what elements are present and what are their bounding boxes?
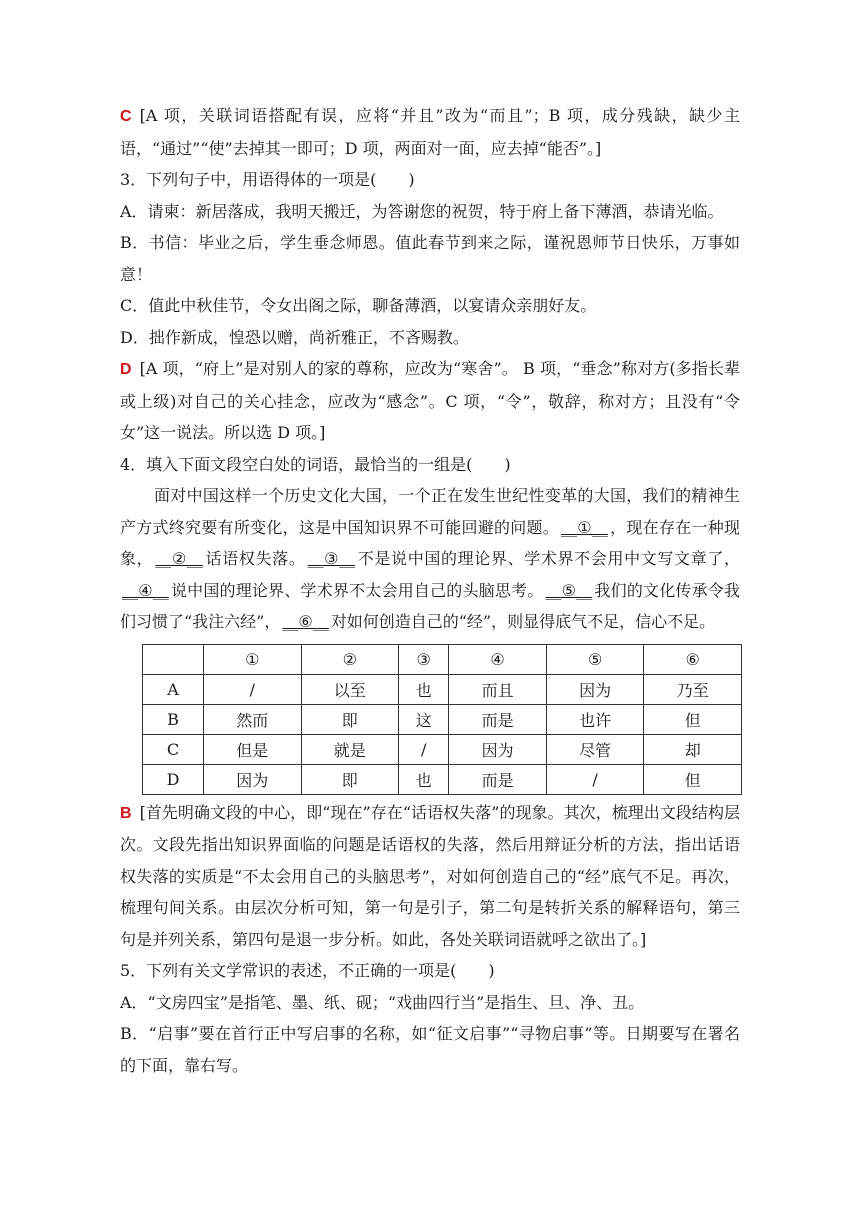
table-cell: ① xyxy=(204,644,302,674)
document-page xyxy=(120,100,740,1081)
table-cell: D xyxy=(143,764,204,794)
explanation-text: [A 项，关联词语搭配有误，应将“并且”改为“而且”；B 项，成分残缺，缺少主语，“通过”“使”去掉其一即可；D 项，两面对一面，应去掉“能否”。] xyxy=(120,106,740,158)
table-cell: 也许 xyxy=(546,704,644,734)
table-cell: 但是 xyxy=(204,734,302,764)
blank-6: __⑥__ xyxy=(282,612,329,631)
answer-choices-table xyxy=(142,644,742,795)
passage-text: 不是说中国的理论界、学术界不会用中文写文章了， xyxy=(357,549,740,568)
passage-text: 说中国的理论界、学术界不太会用自己的头脑思考。 xyxy=(170,580,544,600)
blank-5: __⑤__ xyxy=(545,580,593,600)
table-cell: C xyxy=(143,734,204,764)
table-cell: / xyxy=(399,734,449,764)
answer-explanation-q4 xyxy=(120,797,740,956)
question-3-option-d: D．拙作新成，惶恐以赠，尚祈雅正，不吝赐教。 xyxy=(120,327,469,347)
blank-4: __④__ xyxy=(122,580,169,600)
question-5-stem: 5．下列有关文学常识的表述，不正确的一项是( ) xyxy=(120,961,495,980)
passage-text: 对如何创造自己的“经”，则显得底气不足，信心不足。 xyxy=(330,612,716,631)
answer-letter: D xyxy=(120,361,132,378)
question-3-option-a: A．请柬：新居落成，我明天搬迁，为答谢您的祝贺，特于府上备下薄酒，恭请光临。 xyxy=(120,201,724,221)
table-row xyxy=(143,764,742,794)
answer-letter: B xyxy=(120,804,132,822)
table-cell: 而是 xyxy=(449,764,547,794)
table-cell: ⑥ xyxy=(644,644,742,674)
passage-text: 话语权失落。 xyxy=(204,549,306,568)
question-3-stem: 3．下列句子中，用语得体的一项是( ) xyxy=(120,170,415,189)
table-cell: 因为 xyxy=(546,674,644,704)
table-cell: 因为 xyxy=(204,764,302,794)
table-cell: ⑤ xyxy=(546,644,644,674)
table-cell: / xyxy=(204,674,302,704)
blank-3: __③__ xyxy=(307,549,356,568)
table-cell: 即 xyxy=(301,764,399,794)
table-row xyxy=(143,734,742,764)
table-cell: 即 xyxy=(301,704,399,734)
table-row xyxy=(143,674,742,704)
table-cell: 但 xyxy=(644,764,742,794)
question-5-option-b: B．“启事”要在首行正中写启事的名称，如“征文启事”“寻物启事”等。日期要写在署名的下面，靠右写。 xyxy=(120,1024,740,1075)
table-cell: 也 xyxy=(399,764,449,794)
table-cell: 却 xyxy=(644,734,742,764)
table-cell: B xyxy=(143,704,204,734)
table-row xyxy=(143,704,742,734)
answer-letter: C xyxy=(120,108,132,125)
table-cell: 因为 xyxy=(449,734,547,764)
blank-2: __②__ xyxy=(155,549,203,568)
passage-text: ，现在存在一种现象， xyxy=(120,517,740,568)
table-cell xyxy=(143,644,204,674)
table-cell: 就是 xyxy=(301,734,399,764)
question-4-stem: 4．填入下面文段空白处的词语，最恰当的一组是( ) xyxy=(120,454,511,474)
blank-1: __①__ xyxy=(561,517,608,537)
table-cell: 以至 xyxy=(301,674,399,704)
table-cell: 也 xyxy=(399,674,449,704)
table-cell: / xyxy=(546,764,644,794)
table-cell: A xyxy=(143,674,204,704)
answer-explanation-q3 xyxy=(120,353,740,449)
question-5-option-a: A．“文房四宝”是指笔、墨、纸、砚；“戏曲四行当”是指生、旦、净、丑。 xyxy=(120,992,645,1012)
answer-explanation-q2 xyxy=(120,100,740,164)
table-cell: 然而 xyxy=(204,704,302,734)
table-cell: 但 xyxy=(644,704,742,734)
table-cell: ② xyxy=(301,644,399,674)
table-cell: 而且 xyxy=(449,674,547,704)
question-3-option-b: B．书信：毕业之后，学生垂念师恩。值此春节到来之际，谨祝恩师节日快乐，万事如意！ xyxy=(120,233,740,284)
table-cell: 这 xyxy=(399,704,449,734)
question-3-option-c: C．值此中秋佳节，令女出阁之际，聊备薄酒，以宴请众亲朋好友。 xyxy=(120,296,597,315)
table-cell: ④ xyxy=(449,644,547,674)
explanation-text: [首先明确文段的中心，即“现在”存在“话语权失落”的现象。其次，梳理出文段结构层次。文段先指出知识界面临的问题是话语权的失落，然后用辩证分析的方法，指出话语权失落的实质是“不太会用自己的头脑思考”，对如何创造自己的“经”底气不足。再次，梳理句间关系。由层次分析可知，第一句是引子，第二句是转折关系的解释语句，第三句是并列关系，第四句是退一步分析。如此，各处关联词语就呼之欲出了。] xyxy=(120,802,740,949)
table-header-row xyxy=(143,644,742,674)
table-cell: 尽管 xyxy=(546,734,644,764)
explanation-text: [A 项，“府上”是对别人的家的尊称，应改为“寒舍”。 B 项，“垂念”称对方(多指长辈或上级)对自己的关心挂念，应改为“感念”。C 项，“令”，敬辞，称对方；且没有“令女”这一说法。所以选 D 项。] xyxy=(120,359,740,442)
table-cell: 乃至 xyxy=(644,674,742,704)
table-cell: 而是 xyxy=(449,704,547,734)
passage-text: 面对中国这样一个历史文化大国，一个正在发生世纪性变革的大国，我们的精神生产方式终究要有所变化，这是中国知识界不可能回避的问题。 xyxy=(120,486,740,537)
passage-text: 我们的文化传承令我们习惯了“我注六经”， xyxy=(120,580,741,631)
question-4-passage xyxy=(120,480,740,638)
table-cell: ③ xyxy=(399,644,449,674)
